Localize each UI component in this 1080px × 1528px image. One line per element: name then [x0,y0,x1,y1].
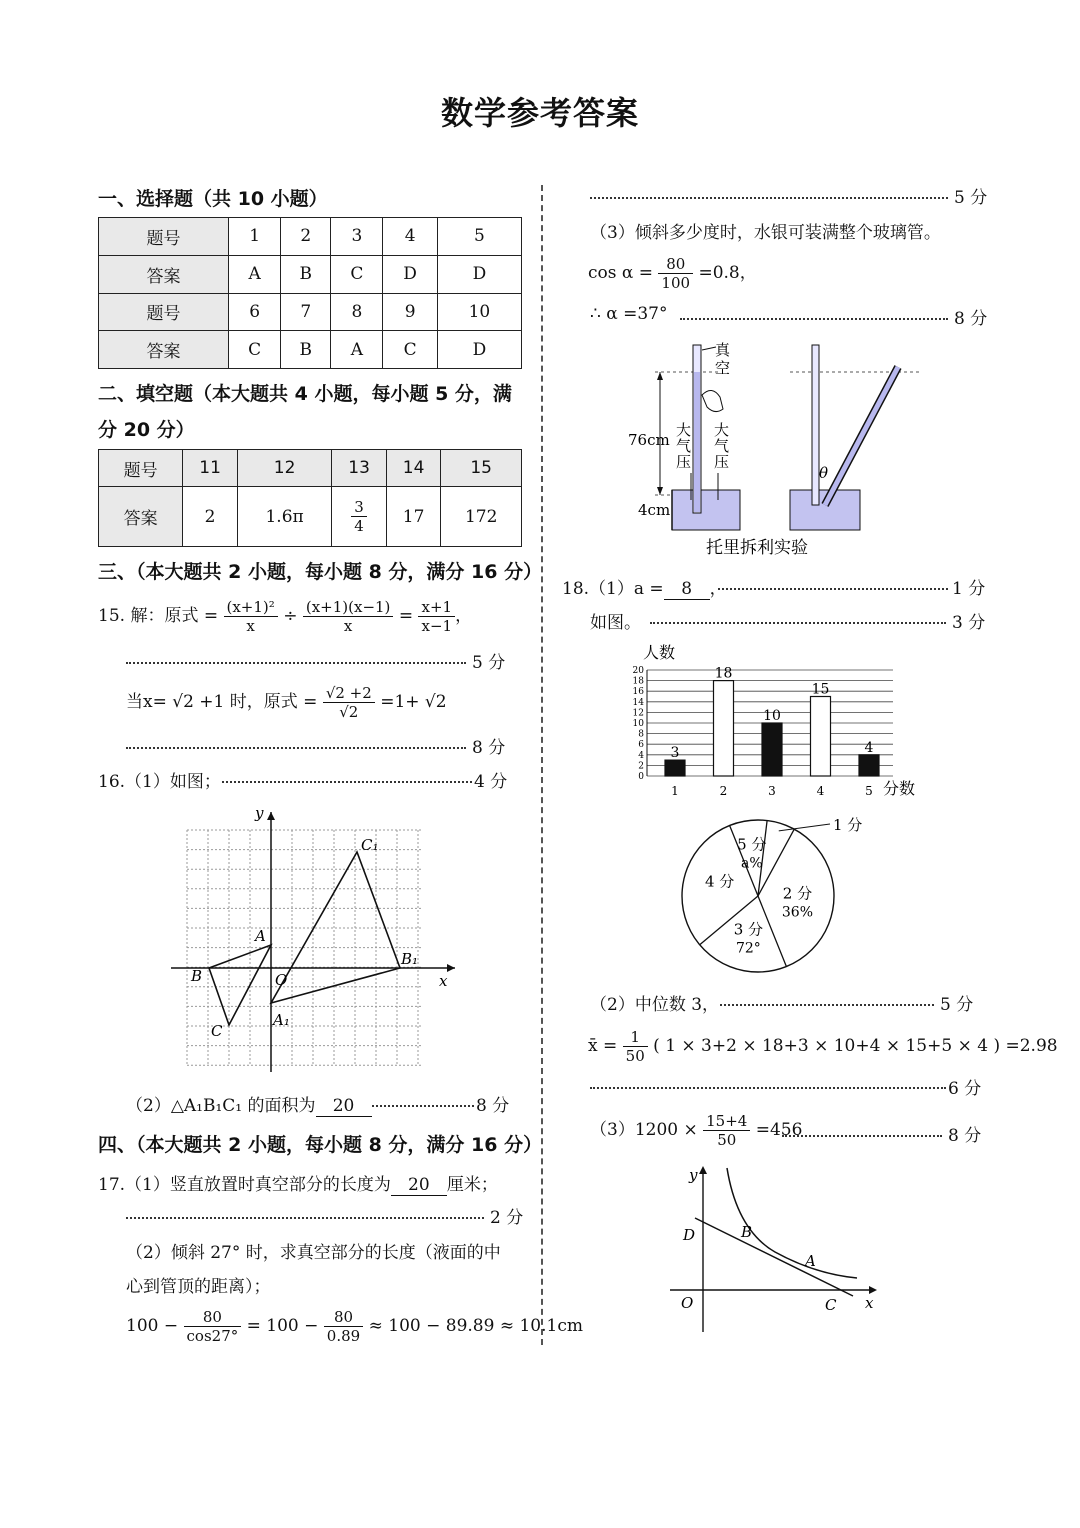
arrow-down [657,487,663,495]
q18-part2: （2）中位数 3， [590,995,720,1015]
pie-annotation: a% [741,855,763,872]
text: 大 [714,421,730,439]
pie-label: 5 分 [737,835,767,854]
table-cell: 6 [229,293,281,331]
choice-answer-table [98,217,522,369]
y-tick-label: 10 [632,719,644,729]
answer-blank: 20 [316,1096,372,1117]
y-tick-label: 12 [632,708,644,719]
denominator: x [343,617,353,635]
table-cell: 14 [386,450,441,487]
q17-part2-cont: 心到管顶的距离）； [126,1277,271,1297]
x-tick-label: 3 [768,784,776,798]
dotted-leader [650,622,946,624]
y-tick-label: 14 [632,697,644,708]
bar [811,697,831,777]
numerator: 15+4 [703,1112,750,1131]
score: 5 分 [472,653,506,673]
height-4-label: 4cm [638,501,671,519]
fraction [623,1028,648,1065]
table-row [99,255,522,293]
table-row [99,331,522,369]
table-cell: B [281,255,331,293]
text: ( 1 × 3+2 × 18+3 × 10+4 × 15+5 × 4 ) =2.98 [653,1036,1058,1056]
dotted-leader [126,747,466,749]
table-row [99,450,522,487]
fraction [324,1308,363,1345]
text: =456 [755,1120,803,1140]
text: 当x= √2 +1 时，原式 = [126,692,318,712]
denominator: 4 [354,517,364,535]
text: 气 [714,437,730,455]
arrow-up [657,372,663,380]
fraction [351,498,367,535]
text: 压 [714,453,730,471]
score: 8 分 [948,1126,982,1146]
bar-xlabel: 分数 [883,779,916,798]
dotted-leader [590,197,948,199]
answer-blank: 8 [664,579,710,600]
q17-calculation [126,1308,583,1345]
height-76-label: 76cm [628,431,670,449]
dotted-leader [590,1087,946,1089]
score: 8 分 [954,309,988,329]
point-b1-label: B₁ [401,950,419,968]
fraction [418,598,455,635]
section-1-heading: 一、选择题（共 10 小题） [98,188,328,210]
numerator: √2 +2 [323,684,375,703]
table-cell: 答案 [99,331,229,369]
text: ≈ 100 − 89.89 ≈ 10.1cm [368,1316,583,1336]
table-cell: D [437,331,521,369]
hand-icon [702,390,723,411]
text: 厘米； [446,1175,498,1195]
atm-label-left [676,421,691,471]
fraction [703,1112,750,1149]
point-c1-label: C₁ [361,836,379,854]
text: （2）△A₁B₁C₁ 的面积为 [126,1096,316,1116]
table-cell: D [383,255,437,293]
x-tick-label: 1 [671,784,679,798]
fraction [323,684,375,721]
table-cell: D [437,255,521,293]
dotted-leader [222,781,472,783]
x-tick-label: 4 [816,784,825,798]
bar-value-label: 15 [811,681,830,698]
score: 8 分 [472,738,506,758]
x-label: x [865,1294,874,1312]
denominator: 50 [625,1047,645,1065]
text: =0.8， [698,263,757,283]
score: 2 分 [490,1208,524,1228]
text: 100 − [126,1316,179,1336]
numerator: 3 [351,498,367,517]
text: cos α = [588,263,654,283]
y-tick-label: 2 [638,761,644,772]
point-a-label: A [805,1252,816,1270]
text: （3）1200 × [590,1120,698,1140]
point-c-label: C [825,1296,837,1314]
text: 15. 解：原式 = [98,606,219,626]
text: ， [455,606,473,626]
bar-value-label: 10 [763,708,781,724]
score: 8 分 [476,1096,510,1116]
dotted-leader [718,588,948,590]
denominator: x−1 [421,617,453,635]
text: 真 [715,341,731,359]
table-cell: A [331,331,383,369]
point-b-label: B [191,967,203,985]
theta-label: θ [819,464,829,482]
score: 6 分 [948,1079,982,1099]
text: ， [709,579,727,599]
score-pie-chart [670,810,870,975]
score-bar-chart [615,640,935,805]
y-tick-label: 0 [638,772,644,782]
bar [762,723,782,776]
table-cell: 2 [281,218,331,256]
score: 4 分 [474,772,508,792]
answer-blank: 20 [391,1175,447,1196]
fraction [224,598,278,635]
x-axis-arrow [869,1286,877,1294]
text: x̄ = [588,1036,618,1056]
table-cell: 13 [332,450,387,487]
table-cell: 7 [281,293,331,331]
table-cell [332,487,387,547]
table-row [99,218,522,256]
table-cell: 9 [383,293,437,331]
table-cell: 11 [183,450,238,487]
triangle-abc [209,945,271,1025]
x-axis-arrow [447,964,455,972]
function-graph-figure [665,1160,895,1340]
text: ÷ [283,606,298,626]
section-2-heading-cont: 分 20 分） [98,419,195,441]
dotted-leader [126,662,466,664]
text: 18.（1）a = [562,579,664,599]
denominator: 100 [661,274,691,292]
y-tick-label: 4 [638,750,644,761]
denominator: 0.89 [326,1327,361,1345]
table-cell: 172 [441,487,522,547]
table-row [99,487,522,547]
table-cell: 答案 [99,255,229,293]
q17-part2: （2）倾斜 27° 时，求真空部分的长度（液面的中 [126,1243,501,1263]
bar-ylabel: 人数 [643,643,676,662]
section-2-heading: 二、填空题（本大题共 4 小题，每小题 5 分，满 [98,383,512,405]
dotted-leader [372,1105,474,1107]
table-cell: 题号 [99,450,183,487]
numerator: 80 [324,1308,363,1327]
torricelli-experiment-figure [620,335,940,565]
x-tick-label: 5 [865,784,873,798]
pie-label: 3 分 [733,920,764,939]
page-title: 数学参考答案 [440,94,639,132]
table-row [99,293,522,331]
y-tick-label: 6 [638,740,644,751]
table-cell: 17 [386,487,441,547]
mercury-tilted [825,367,898,505]
table-cell: 1.6π [237,487,331,547]
fraction [658,255,693,292]
table-cell: 12 [237,450,331,487]
point-d-label: D [683,1226,696,1244]
dotted-leader [720,1004,934,1006]
q18-part3 [590,1112,802,1149]
mercury-column [694,372,700,512]
cos-equation [588,255,757,292]
point-a1-label: A₁ [273,1011,290,1029]
text: 17.（1）竖直放置时真空部分的长度为 [98,1175,391,1195]
dotted-leader [680,318,948,320]
denominator: cos27° [186,1327,239,1345]
vacuum-pointer [702,347,716,350]
section-4-heading: 四、（本大题共 2 小题，每小题 8 分，满分 16 分） [98,1134,543,1156]
table-cell: 8 [331,293,383,331]
q15-line2 [126,684,447,721]
denominator: 50 [717,1131,737,1149]
numerator: (x+1)(x−1) [303,598,394,617]
table-cell: 1 [229,218,281,256]
denominator: √2 [339,703,359,721]
origin-label: O [275,971,288,989]
section-3-heading: 三、（本大题共 2 小题，每小题 8 分，满分 16 分） [98,561,543,583]
q16-part2 [126,1091,372,1117]
table-cell: 15 [441,450,522,487]
q17-part1 [98,1170,498,1196]
table-cell: C [383,331,437,369]
point-b-label: B [741,1223,753,1241]
y-tick-label: 20 [632,666,644,676]
table-cell: C [331,255,383,293]
table-cell: 3 [331,218,383,256]
score: 5 分 [954,188,988,208]
x-label: x [439,972,448,990]
line-dc [695,1218,853,1296]
text: 大 [676,421,692,439]
mean-equation [588,1028,1058,1065]
y-tick-label: 16 [632,687,644,698]
q18-part1 [562,574,727,600]
column-divider [541,185,543,1345]
text: = 100 − [246,1316,319,1336]
pie-label: 4 分 [705,872,735,891]
bar [665,760,685,776]
q17-part3: （3）倾斜多少度时，水银可装满整个玻璃管。 [590,223,941,243]
fill-answer-table [98,449,522,547]
point-a-label: A [255,927,266,945]
bar-value-label: 4 [864,739,874,756]
numerator: (x+1)² [224,598,278,617]
pie-label: 1 分 [833,816,863,834]
denominator: x [246,617,255,635]
table-cell: 题号 [99,293,229,331]
fraction [184,1308,242,1345]
triangle-grid-figure [165,800,465,1080]
bar-value-label: 18 [714,665,733,682]
bar [859,755,879,776]
point-c-label: C [211,1022,223,1040]
pie-annotation: 36% [781,904,814,921]
fraction [303,598,394,635]
figure-caption: 托里拆利实验 [706,538,808,558]
table-cell: 2 [183,487,238,547]
alpha-result: ∴ α =37° [590,304,668,324]
y-axis-arrow [267,812,275,820]
q15-line1 [98,598,472,635]
y-axis-arrow [699,1166,707,1174]
origin-label: O [681,1294,694,1312]
y-label: y [255,804,264,822]
numerator: 80 [184,1308,242,1327]
numerator: x+1 [418,598,455,617]
mercury-basin-left [672,490,740,530]
table-cell: 5 [437,218,521,256]
score: 5 分 [940,995,974,1015]
text: 压 [676,453,692,471]
bar-value-label: 3 [670,745,680,762]
table-cell: 答案 [99,487,183,547]
table-cell: 10 [437,293,521,331]
pie-label: 2 分 [782,884,813,903]
table-cell: 题号 [99,218,229,256]
pie-annotation: 72° [735,940,761,957]
text: = [398,606,414,626]
table-cell: C [229,331,281,369]
table-cell: A [229,255,281,293]
table-cell: 4 [383,218,437,256]
mercury-basin-right [790,490,860,530]
numerator: 1 [623,1028,648,1047]
q18-figure-note: 如图。 [590,613,641,633]
text: 气 [676,437,692,455]
x-tick-label: 2 [719,784,728,798]
atm-label-right [714,421,729,471]
table-cell: B [281,331,331,369]
bar [714,681,734,776]
y-tick-label: 18 [632,676,644,687]
score: 3 分 [952,613,986,633]
numerator: 80 [658,255,693,274]
dotted-leader [782,1135,942,1137]
y-label: y [689,1166,698,1184]
glass-tube-vertical [812,345,819,505]
vacuum-label [715,341,731,377]
dotted-leader [126,1217,484,1219]
text: =1+ √2 [380,692,447,712]
q16-part1: 16.（1）如图； [98,772,221,792]
score: 1 分 [952,579,986,599]
y-tick-label: 8 [638,729,644,740]
text: 空 [715,359,731,377]
